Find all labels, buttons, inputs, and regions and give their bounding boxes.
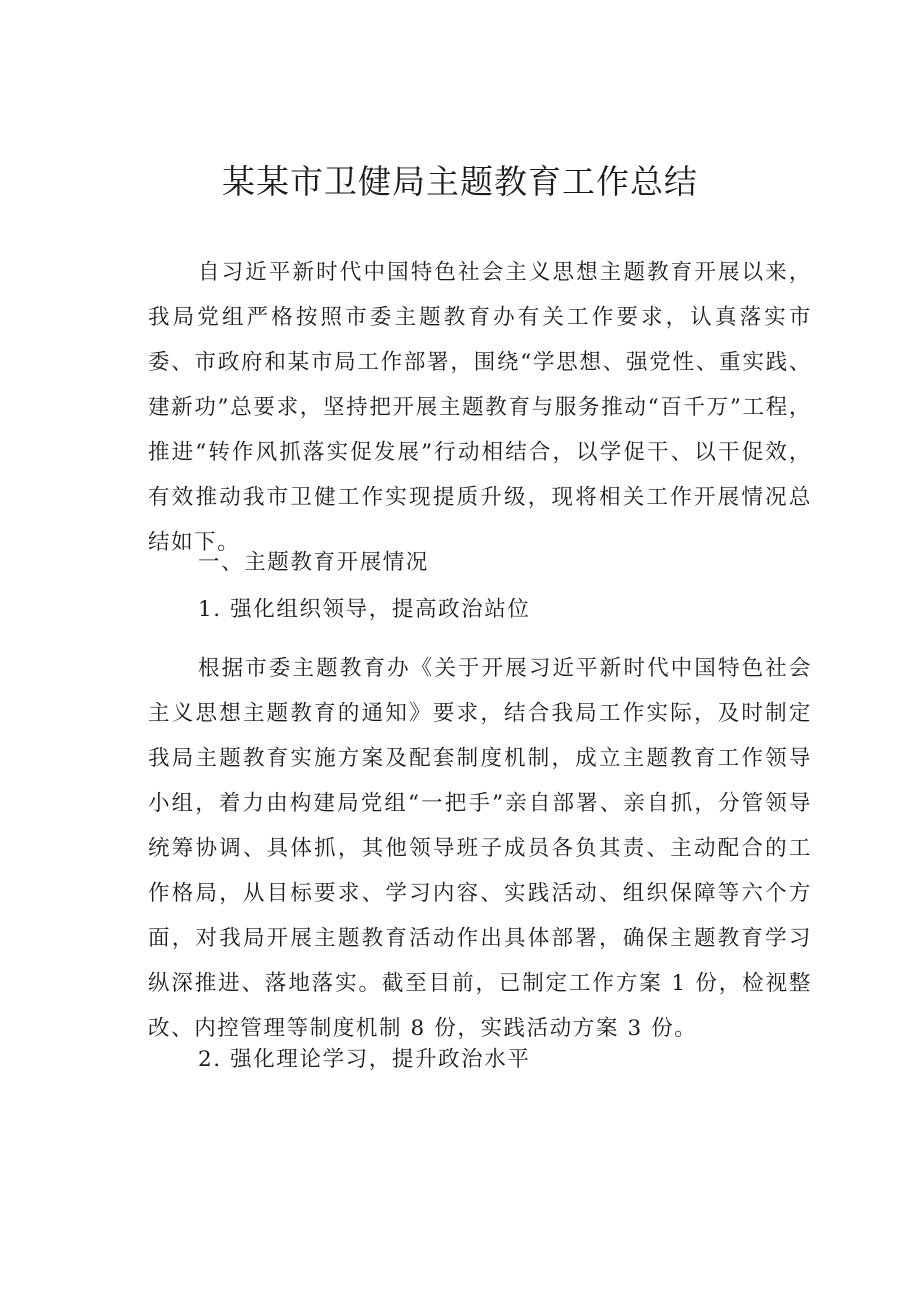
intro-paragraph: 自习近平新时代中国特色社会主义思想主题教育开展以来，我局党组严格按照市委主题教育办有关工作要求，认真落实市委、市政府和某市局工作部署，围绕“学思想、强党性、重实践、建新功”总要求，坚持把开展主题教育与服务推动“百千万”工程，推进“转作风抓落实促发展”行动相结合，以学促干、以干促效，有效推动我市卫健工作实现提质升级，现将相关工作开展情况总结如下。	[148, 260, 812, 555]
subsection-paragraph-1: 根据市委主题教育办《关于开展习近平新时代中国特色社会主义思想主题教育的通知》要求，结合我局工作实际，及时制定我局主题教育实施方案及配套制度机制，成立主题教育工作领导小组，着力由构建局党组“一把手”亲自部署、亲自抓，分管领导统筹协调、具体抓，其他领导班子成员各负其责、主动配合的工作格局，从目标要求、学习内容、实践活动、组织保障等六个方面，对我局开展主题教育活动作出具体部署，确保主题教育学习纵深推进、落地落实。截至目前，已制定工作方案 1 份，检视整改、内控管理等制度机制 8 份，实践活动方案 3 份。	[148, 656, 812, 1041]
subsection-heading-1: 1. 强化组织领导，提高政治站位	[198, 597, 531, 622]
subsection-heading-2: 2. 强化理论学习，提升政治水平	[198, 1047, 531, 1072]
section-heading-1: 一、主题教育开展情况	[198, 550, 430, 575]
document-title: 某某市卫健局主题教育工作总结	[222, 162, 698, 201]
